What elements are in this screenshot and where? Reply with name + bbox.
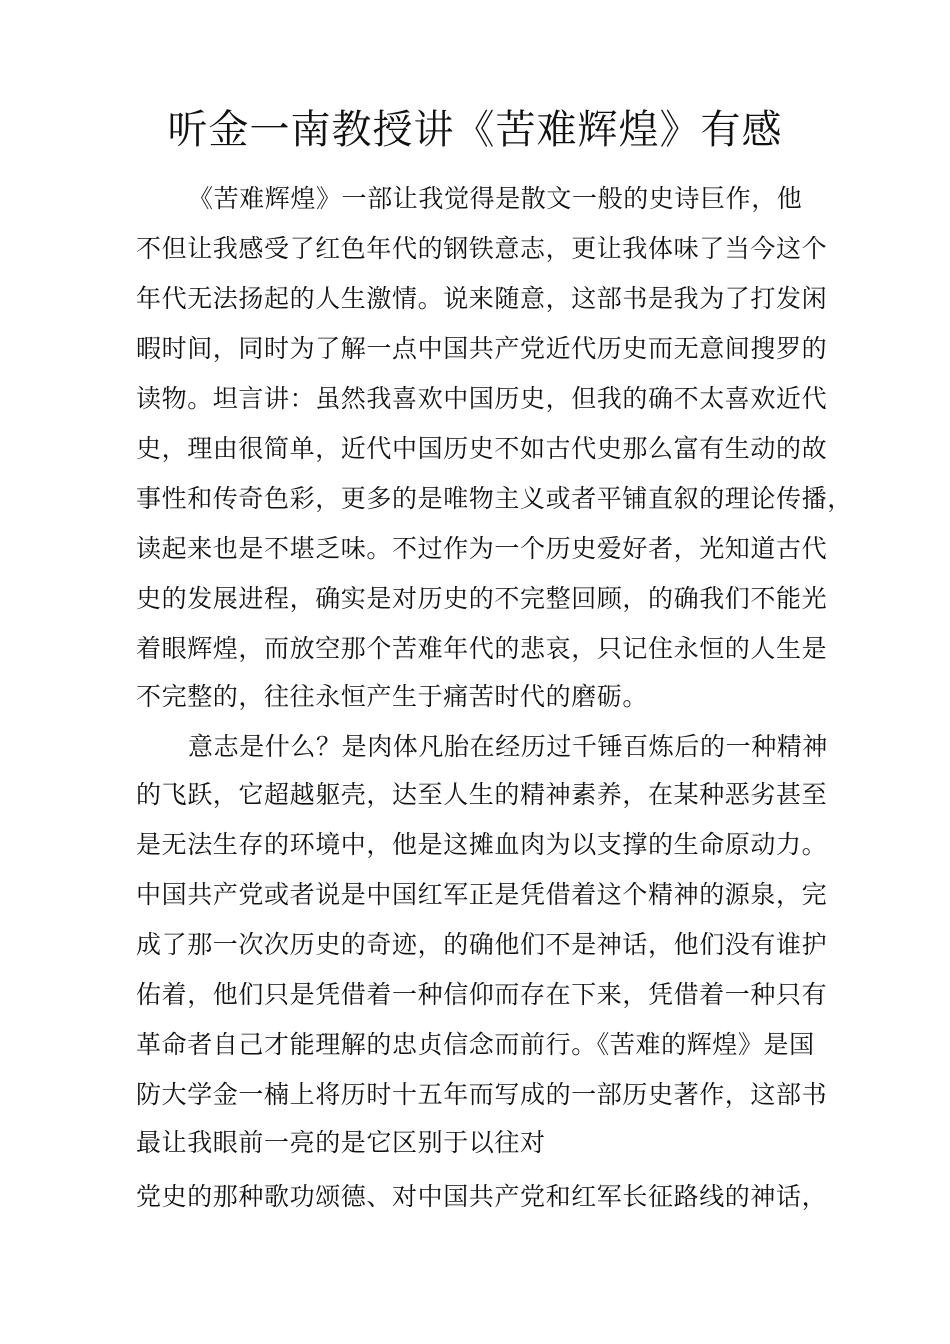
paragraph-1-line-10: 着眼辉煌，而放空那个苦难年代的悲哀，只记住永恒的人生是 [136,634,828,663]
paragraph-2-line-10: 党史的那种歌功颂德、对中国共产党和红军长征路线的神话， [136,1182,828,1211]
paragraph-1-line-6: 史，理由很简单，近代中国历史不如古代史那么富有生动的故 [136,434,828,463]
paragraph-1-line-8: 读起来也是不堪乏味。不过作为一个历史爱好者，光知道古代 [136,534,828,563]
paragraph-2-line-1: 意志是什么？是肉体凡胎在经历过千锤百炼后的一种精神 [188,732,829,761]
paragraph-1-line-5: 读物。坦言讲：虽然我喜欢中国历史，但我的确不太喜欢近代 [136,384,828,413]
paragraph-2-line-2: 的飞跃，它超越躯壳，达至人生的精神素养，在某种恶劣甚至 [136,780,828,809]
paragraph-1-line-7: 事性和传奇色彩，更多的是唯物主义或者平铺直叙的理论传播， [136,484,853,513]
paragraph-2-line-6: 佑着，他们只是凭借着一种信仰而存在下来，凭借着一种只有 [136,980,828,1009]
paragraph-1-line-1: 《苦难辉煌》一部让我觉得是散文一般的史诗巨作，他 [188,184,803,213]
paragraph-1-line-4: 暇时间，同时为了解一点中国共产党近代历史而无意间搜罗的 [136,334,828,363]
paragraph-1-line-2: 不但让我感受了红色年代的钢铁意志，更让我体味了当今这个 [136,234,828,263]
paragraph-2-line-4: 中国共产党或者说是中国红军正是凭借着这个精神的源泉，完 [136,880,828,909]
paragraph-1-line-9: 史的发展进程，确实是对历史的不完整回顾，的确我们不能光 [136,584,828,613]
paragraph-2-line-7: 革命者自己才能理解的忠贞信念而前行。《苦难的辉煌》是国 [136,1030,815,1059]
paragraph-1-line-11: 不完整的，往往永恒产生于痛苦时代的磨砺。 [136,682,649,711]
paragraph-2-line-5: 成了那一次次历史的奇迹，的确他们不是神话，他们没有谁护 [136,930,828,959]
paragraph-2-line-3: 是无法生存的环境中，他是这摊血肉为以支撑的生命原动力。 [136,830,828,859]
paragraph-2-line-8: 防大学金一楠上将历时十五年而写成的一部历史著作，这部书 [136,1080,828,1109]
document-title: 听金一南教授讲《苦难辉煌》有感 [167,107,783,153]
paragraph-1-line-3: 年代无法扬起的人生激情。说来随意，这部书是我为了打发闲 [136,284,828,313]
paragraph-2-line-9: 最让我眼前一亮的是它区别于以往对 [136,1128,546,1157]
